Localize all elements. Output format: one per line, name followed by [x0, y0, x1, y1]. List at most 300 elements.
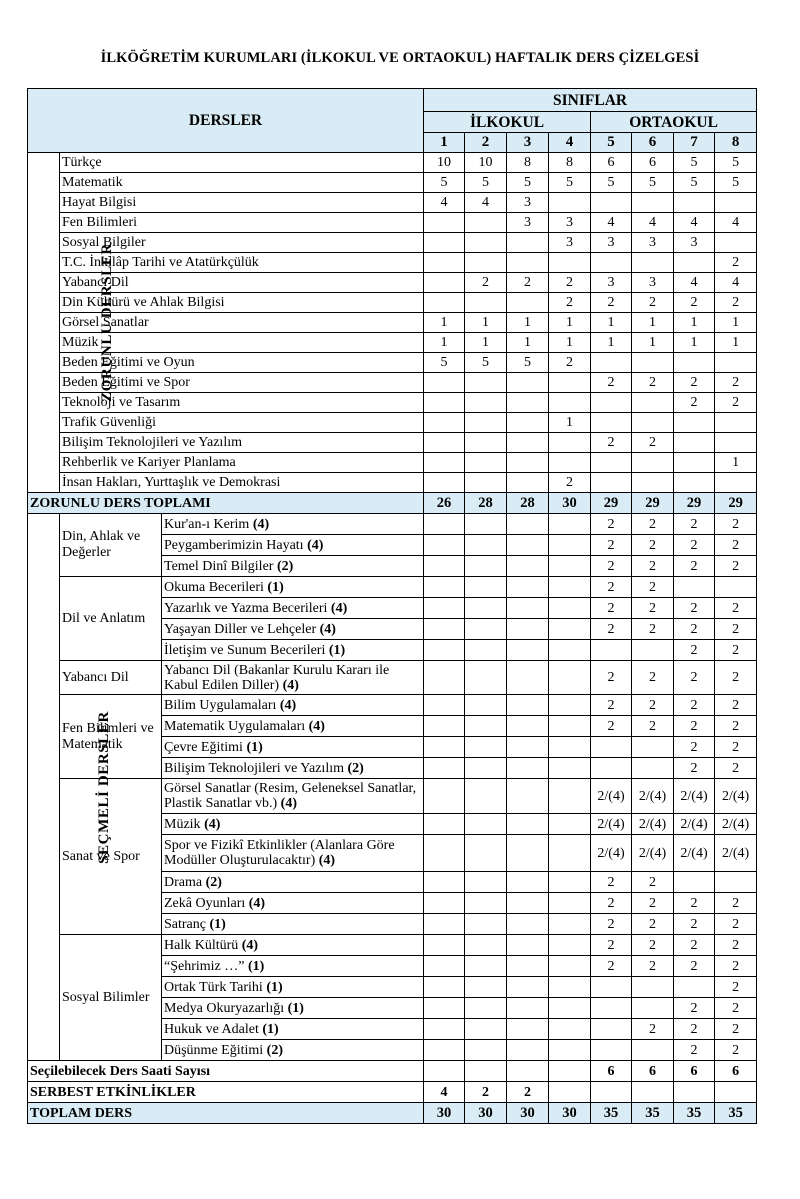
hour-cell: 6: [591, 153, 632, 173]
elective-course-hours: (1): [267, 579, 284, 595]
hour-cell: 2: [715, 935, 757, 956]
hour-cell: 2/(4): [632, 779, 674, 814]
hour-cell: 3: [507, 213, 549, 233]
hour-cell: [715, 413, 757, 433]
hour-cell: 2: [591, 935, 632, 956]
elective-course-name: Müzik: [164, 816, 201, 832]
hour-cell: 2: [632, 577, 674, 598]
hour-cell: [715, 433, 757, 453]
hour-cell: [424, 661, 465, 695]
hour-cell: [424, 514, 465, 535]
elective-course-hours: (4): [248, 895, 266, 911]
hour-cell: 2: [674, 893, 715, 914]
footer-cell: 6: [674, 1061, 715, 1082]
hour-cell: [507, 893, 549, 914]
hour-cell: [591, 977, 632, 998]
hour-cell: 3: [674, 233, 715, 253]
course-name: Rehberlik ve Kariyer Planlama: [60, 453, 424, 473]
hour-cell: 2: [549, 353, 591, 373]
elective-course-hours: (4): [279, 697, 297, 713]
hour-cell: [465, 473, 507, 493]
hour-cell: 2/(4): [715, 835, 757, 872]
page-title: İLKÖĞRETİM KURUMLARI (İLKOKUL VE ORTAOKUL) HAFTALIK DERS ÇİZELGESİ: [100, 50, 700, 66]
hour-cell: 2: [591, 293, 632, 313]
hour-cell: 2: [674, 514, 715, 535]
footer-label: Seçilebilecek Ders Saati Sayısı: [28, 1061, 424, 1082]
course-name: Sosyal Bilgiler: [60, 233, 424, 253]
footer-cell: 2: [507, 1082, 549, 1103]
elective-course: [162, 716, 424, 737]
hour-cell: [549, 779, 591, 814]
elective-course-name: Bilim Uygulamaları: [164, 697, 277, 713]
elective-course-name: Peygamberimizin Hayatı: [164, 537, 304, 553]
elective-course-hours: (4): [308, 718, 325, 734]
hour-cell: 2: [632, 535, 674, 556]
schedule-body: [28, 89, 757, 1124]
elective-course: [162, 914, 424, 935]
course-name: Matematik: [60, 173, 424, 193]
hour-cell: 1: [549, 333, 591, 353]
hour-cell: [674, 473, 715, 493]
hour-cell: [549, 514, 591, 535]
hour-cell: [549, 373, 591, 393]
hour-cell: 2: [715, 998, 757, 1019]
zorunlu-total-cell: 29: [715, 493, 757, 514]
elective-course-hours: (2): [276, 558, 294, 574]
grade-header: 4: [549, 133, 591, 153]
elective-course-hours: (2): [205, 874, 222, 890]
elective-course: [162, 1019, 424, 1040]
hour-cell: 2: [591, 433, 632, 453]
elective-course-name: Zekâ Oyunları: [164, 895, 246, 911]
hour-cell: 2: [632, 872, 674, 893]
hour-cell: [632, 393, 674, 413]
hour-cell: 4: [424, 193, 465, 213]
footer-cell: 30: [424, 1103, 465, 1124]
hour-cell: [465, 779, 507, 814]
hour-cell: [507, 737, 549, 758]
hour-cell: [549, 640, 591, 661]
hour-cell: 2: [674, 293, 715, 313]
hour-cell: [549, 872, 591, 893]
hour-cell: [465, 619, 507, 640]
hour-cell: [424, 556, 465, 577]
hour-cell: 2/(4): [715, 814, 757, 835]
zorunlu-total-cell: 29: [632, 493, 674, 514]
hour-cell: [424, 598, 465, 619]
zorunlu-total-cell: 29: [674, 493, 715, 514]
elective-course-hours: (4): [252, 516, 270, 532]
footer-cell: 6: [632, 1061, 674, 1082]
hour-cell: [507, 577, 549, 598]
hour-cell: [507, 373, 549, 393]
hour-cell: 3: [549, 233, 591, 253]
footer-cell: [591, 1082, 632, 1103]
hour-cell: [424, 872, 465, 893]
hour-cell: [549, 556, 591, 577]
hour-cell: 5: [549, 173, 591, 193]
hour-cell: [507, 640, 549, 661]
hour-cell: [507, 977, 549, 998]
hour-cell: 2/(4): [715, 779, 757, 814]
hour-cell: [465, 373, 507, 393]
hour-cell: 3: [591, 273, 632, 293]
hour-cell: 5: [674, 173, 715, 193]
hour-cell: 2: [591, 695, 632, 716]
elective-course-name: Halk Kültürü: [164, 937, 239, 953]
hour-cell: 2: [715, 1019, 757, 1040]
elective-course-name: Görsel Sanatlar (Resim, Geleneksel Sanatlar, Plastik Sanatlar vb.): [164, 781, 417, 811]
hour-cell: 2/(4): [674, 835, 715, 872]
hour-cell: 2: [465, 273, 507, 293]
hour-cell: [549, 737, 591, 758]
elective-course: [162, 577, 424, 598]
course-group: Dil ve Anlatım: [60, 577, 162, 661]
hour-cell: 2: [632, 293, 674, 313]
footer-cell: 6: [715, 1061, 757, 1082]
hour-cell: [591, 353, 632, 373]
hour-cell: 2: [715, 737, 757, 758]
elective-course-name: Yabancı Dil (Bakanlar Kurulu Kararı ile Kabul Edilen Diller): [164, 662, 390, 693]
hour-cell: [424, 737, 465, 758]
weekly-schedule-table: [27, 88, 757, 1124]
hour-cell: [674, 433, 715, 453]
hour-cell: [507, 872, 549, 893]
elective-course-name: Satranç: [164, 916, 206, 932]
hour-cell: 1: [424, 313, 465, 333]
elective-course: [162, 1040, 424, 1061]
hour-cell: 2: [715, 661, 757, 695]
elective-course: [162, 619, 424, 640]
hour-cell: 8: [549, 153, 591, 173]
hour-cell: 2/(4): [591, 835, 632, 872]
grade-header: 8: [715, 133, 757, 153]
hour-cell: 2: [674, 535, 715, 556]
hour-cell: [632, 977, 674, 998]
footer-cell: 2: [465, 1082, 507, 1103]
hour-cell: 2: [549, 473, 591, 493]
course-name: Yabancı Dil: [60, 273, 424, 293]
hour-cell: 5: [424, 173, 465, 193]
elective-course-hours: (2): [266, 1042, 283, 1058]
course-name: T.C. İnkılâp Tarihi ve Atatürkçülük: [60, 253, 424, 273]
hour-cell: [424, 935, 465, 956]
course-name: Görsel Sanatlar: [60, 313, 424, 333]
hour-cell: 5: [507, 353, 549, 373]
hour-cell: [465, 737, 507, 758]
hour-cell: [424, 1019, 465, 1040]
hour-cell: [507, 814, 549, 835]
elective-course: [162, 956, 424, 977]
footer-cell: [507, 1061, 549, 1082]
hour-cell: [424, 577, 465, 598]
hour-cell: [424, 835, 465, 872]
hour-cell: [549, 661, 591, 695]
hour-cell: 2: [674, 1019, 715, 1040]
hour-cell: 2: [674, 373, 715, 393]
hour-cell: [632, 758, 674, 779]
hour-cell: 2/(4): [674, 814, 715, 835]
course-name: Hayat Bilgisi: [60, 193, 424, 213]
hour-cell: 2: [591, 373, 632, 393]
hour-cell: 2: [715, 293, 757, 313]
hour-cell: [424, 619, 465, 640]
hour-cell: 1: [674, 313, 715, 333]
hour-cell: [424, 233, 465, 253]
elective-course: [162, 779, 424, 814]
grade-header: 6: [632, 133, 674, 153]
secmeli-section-text: SEÇMELİ DERSLER: [95, 710, 112, 864]
elective-course: [162, 661, 424, 695]
hour-cell: 2: [591, 716, 632, 737]
hour-cell: [632, 737, 674, 758]
hour-cell: [465, 577, 507, 598]
hour-cell: 2: [507, 273, 549, 293]
elective-course-name: Çevre Eğitimi: [164, 739, 243, 755]
hour-cell: [591, 253, 632, 273]
hour-cell: 2: [591, 872, 632, 893]
hour-cell: [591, 998, 632, 1019]
grade-header: 3: [507, 133, 549, 153]
hour-cell: 1: [507, 333, 549, 353]
hour-cell: [507, 716, 549, 737]
footer-cell: 30: [549, 1103, 591, 1124]
hour-cell: [465, 1040, 507, 1061]
elective-course-hours: (4): [282, 677, 299, 693]
hour-cell: [591, 393, 632, 413]
hour-cell: [424, 956, 465, 977]
hour-cell: 2: [591, 914, 632, 935]
hour-cell: [507, 998, 549, 1019]
hour-cell: [465, 893, 507, 914]
elective-course-hours: (1): [328, 642, 346, 658]
hour-cell: [465, 661, 507, 695]
hour-cell: [549, 453, 591, 473]
header-ilkokul: İLKOKUL: [424, 112, 591, 133]
hour-cell: 2: [591, 661, 632, 695]
hour-cell: 2: [632, 619, 674, 640]
hour-cell: 2: [632, 935, 674, 956]
hour-cell: 2: [632, 1019, 674, 1040]
hour-cell: 1: [715, 453, 757, 473]
hour-cell: 2: [715, 956, 757, 977]
hour-cell: [674, 577, 715, 598]
elective-course: [162, 935, 424, 956]
hour-cell: [465, 956, 507, 977]
hour-cell: 2: [715, 373, 757, 393]
hour-cell: [549, 598, 591, 619]
hour-cell: [674, 353, 715, 373]
footer-cell: 6: [591, 1061, 632, 1082]
hour-cell: [507, 661, 549, 695]
elective-course: [162, 737, 424, 758]
hour-cell: 2: [632, 514, 674, 535]
course-name: Teknoloji ve Tasarım: [60, 393, 424, 413]
hour-cell: 2: [715, 914, 757, 935]
hour-cell: 2: [674, 598, 715, 619]
footer-cell: [674, 1082, 715, 1103]
hour-cell: [549, 998, 591, 1019]
hour-cell: 5: [465, 173, 507, 193]
course-name: Türkçe: [60, 153, 424, 173]
hour-cell: [674, 193, 715, 213]
hour-cell: [465, 716, 507, 737]
elective-course-name: Hukuk ve Adalet: [164, 1021, 259, 1037]
hour-cell: 5: [424, 353, 465, 373]
hour-cell: 2: [715, 1040, 757, 1061]
elective-course-hours: (2): [347, 760, 364, 776]
hour-cell: [549, 814, 591, 835]
grade-header: 5: [591, 133, 632, 153]
hour-cell: [424, 413, 465, 433]
hour-cell: [591, 758, 632, 779]
hour-cell: [465, 213, 507, 233]
hour-cell: [632, 253, 674, 273]
hour-cell: [424, 893, 465, 914]
hour-cell: [424, 977, 465, 998]
hour-cell: [591, 193, 632, 213]
hour-cell: [549, 535, 591, 556]
hour-cell: 3: [507, 193, 549, 213]
hour-cell: [424, 453, 465, 473]
hour-cell: [632, 453, 674, 473]
hour-cell: [507, 514, 549, 535]
zorunlu-section-text: ZORUNLU DERSLER: [98, 243, 115, 402]
hour-cell: [549, 977, 591, 998]
hour-cell: 2: [549, 273, 591, 293]
hour-cell: [424, 779, 465, 814]
hour-cell: 2: [715, 893, 757, 914]
course-name: Trafik Güvenliği: [60, 413, 424, 433]
hour-cell: [674, 413, 715, 433]
hour-cell: [507, 293, 549, 313]
footer-cell: 30: [507, 1103, 549, 1124]
hour-cell: [674, 453, 715, 473]
hour-cell: [465, 977, 507, 998]
hour-cell: [507, 1019, 549, 1040]
hour-cell: [549, 1019, 591, 1040]
hour-cell: [465, 453, 507, 473]
hour-cell: 2: [632, 893, 674, 914]
hour-cell: [507, 935, 549, 956]
hour-cell: [549, 893, 591, 914]
elective-course-name: Kur'an-ı Kerim: [164, 516, 250, 532]
hour-cell: [424, 1040, 465, 1061]
hour-cell: 2: [715, 977, 757, 998]
hour-cell: 3: [632, 273, 674, 293]
hour-cell: 4: [632, 213, 674, 233]
footer-cell: [715, 1082, 757, 1103]
hour-cell: [465, 998, 507, 1019]
hour-cell: 2: [591, 956, 632, 977]
footer-cell: [465, 1061, 507, 1082]
hour-cell: 8: [507, 153, 549, 173]
hour-cell: [465, 514, 507, 535]
course-name: Müzik: [60, 333, 424, 353]
hour-cell: 2: [632, 661, 674, 695]
hour-cell: 3: [632, 233, 674, 253]
hour-cell: [507, 233, 549, 253]
hour-cell: 2/(4): [591, 814, 632, 835]
hour-cell: [465, 640, 507, 661]
hour-cell: [549, 758, 591, 779]
course-group: Yabancı Dil: [60, 661, 162, 695]
hour-cell: [549, 619, 591, 640]
hour-cell: 4: [715, 273, 757, 293]
elective-course-name: Matematik Uygulamaları: [164, 718, 306, 734]
zorunlu-total-cell: 28: [465, 493, 507, 514]
hour-cell: [591, 453, 632, 473]
hour-cell: [507, 835, 549, 872]
elective-course-hours: (4): [204, 816, 221, 832]
header-ortaokul: ORTAOKUL: [591, 112, 757, 133]
hour-cell: 1: [674, 333, 715, 353]
hour-cell: [465, 535, 507, 556]
elective-course-hours: (4): [280, 796, 297, 811]
zorunlu-total-cell: 29: [591, 493, 632, 514]
hour-cell: [507, 956, 549, 977]
hour-cell: 1: [549, 413, 591, 433]
hour-cell: 2: [674, 619, 715, 640]
hour-cell: [591, 473, 632, 493]
hour-cell: 1: [632, 313, 674, 333]
hour-cell: [674, 872, 715, 893]
course-name: Beden Eğitimi ve Oyun: [60, 353, 424, 373]
hour-cell: [507, 473, 549, 493]
hour-cell: 5: [674, 153, 715, 173]
hour-cell: 2: [674, 935, 715, 956]
elective-course-name: Drama: [164, 874, 203, 890]
hour-cell: 6: [632, 153, 674, 173]
elective-course-name: Bilişim Teknolojileri ve Yazılım: [164, 760, 344, 776]
hour-cell: [507, 413, 549, 433]
hour-cell: 2: [715, 758, 757, 779]
hour-cell: [424, 373, 465, 393]
elective-course-hours: (1): [247, 958, 265, 974]
elective-course-name: İletişim ve Sunum Becerileri: [164, 642, 326, 658]
hour-cell: [424, 253, 465, 273]
hour-cell: [424, 716, 465, 737]
elective-course-name: Spor ve Fizikî Etkinlikler (Alanlara Göre Modüller Oluşturulacaktır): [164, 838, 395, 868]
footer-cell: [549, 1082, 591, 1103]
hour-cell: 2: [591, 577, 632, 598]
grade-header: 2: [465, 133, 507, 153]
hour-cell: [465, 233, 507, 253]
hour-cell: [549, 956, 591, 977]
hour-cell: [591, 413, 632, 433]
hour-cell: 5: [591, 173, 632, 193]
hour-cell: 4: [591, 213, 632, 233]
hour-cell: [424, 535, 465, 556]
hour-cell: 2: [674, 393, 715, 413]
hour-cell: [424, 640, 465, 661]
hour-cell: 5: [632, 173, 674, 193]
hour-cell: [507, 433, 549, 453]
elective-course: [162, 872, 424, 893]
hour-cell: [591, 737, 632, 758]
hour-cell: [465, 814, 507, 835]
elective-course-hours: (1): [209, 916, 226, 932]
elective-course: [162, 977, 424, 998]
hour-cell: 2: [591, 535, 632, 556]
hour-cell: [632, 640, 674, 661]
zorunlu-total-cell: 26: [424, 493, 465, 514]
hour-cell: [715, 193, 757, 213]
hour-cell: [424, 393, 465, 413]
hour-cell: 2/(4): [632, 814, 674, 835]
course-name: İnsan Hakları, Yurttaşlık ve Demokrasi: [60, 473, 424, 493]
hour-cell: 4: [715, 213, 757, 233]
